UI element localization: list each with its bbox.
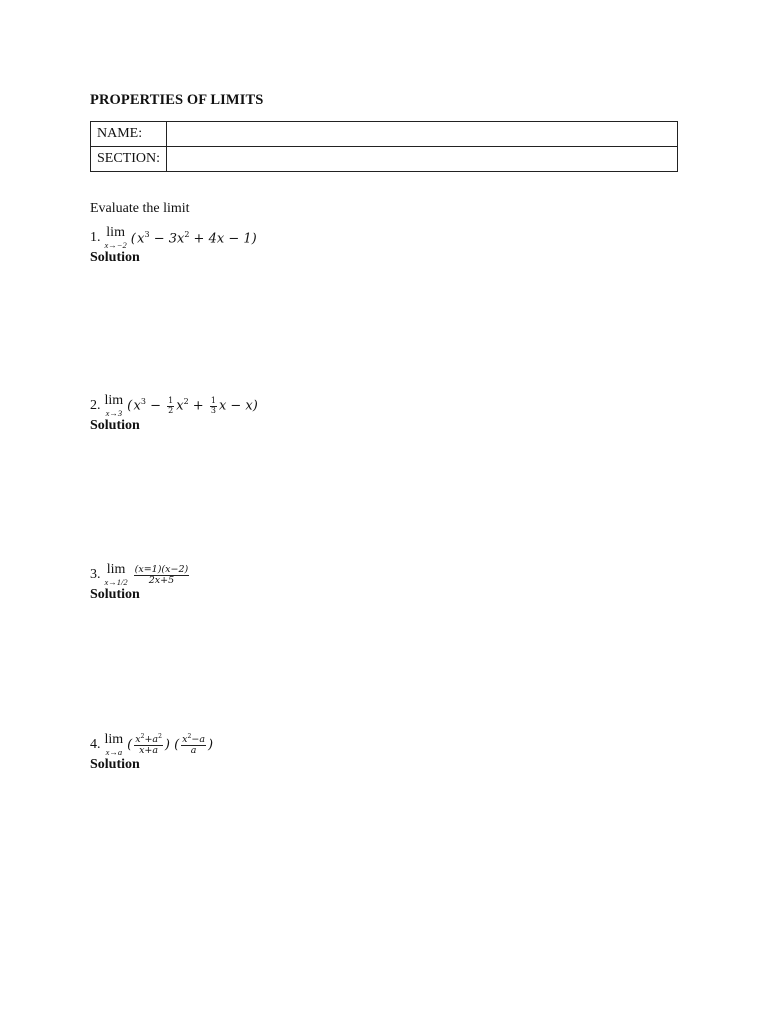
problem-4 [90,733,213,773]
limit-operator: lim x→a [104,732,124,758]
limit-function: $\frac{(x=1)(x-2)}{2x+5}$ [134,563,189,586]
limit-operator: lim x→−2 [104,225,127,251]
page-title: PROPERTIES OF LIMITS [90,92,264,108]
limit-operator: lim x→1/2 [104,562,128,588]
problem-3 [90,563,191,603]
limit-operator: lim x→3 [104,393,124,419]
name-field[interactable] [167,122,678,147]
section-field[interactable] [167,147,678,172]
limit-function: ( $x^3 - 3x^2 + 4x - 1$) [130,229,257,247]
problem-number: 1. [90,230,101,245]
name-row [91,122,678,147]
problem-number: 2. [90,398,101,413]
solution-label: Solution [90,418,140,433]
problem-number: 4. [90,737,101,752]
problem-number: 3. [90,567,101,582]
section-label: SECTION: [91,147,167,172]
limit-function: ( $x^3$ − $\frac{1}{2}$ $x^2$ + $\frac{1}{3}$ x − x) [127,396,258,415]
instruction-text: Evaluate the limit [90,201,190,216]
solution-label: Solution [90,757,140,772]
problem-4-expression [90,733,213,757]
problem-2-expression [90,394,258,418]
solution-label: Solution [90,250,140,265]
section-row [91,147,678,172]
limit-function: ( $\frac{x^2+a^2}{x+a}$ ) ( $\frac{x^2-a}{a}$ ) [127,732,214,757]
problem-1-expression [90,226,257,250]
student-info-table [90,121,678,172]
name-label: NAME: [91,122,167,147]
solution-label: Solution [90,587,140,602]
problem-2 [90,394,258,434]
problem-3-expression [90,563,191,587]
problem-1 [90,226,257,266]
